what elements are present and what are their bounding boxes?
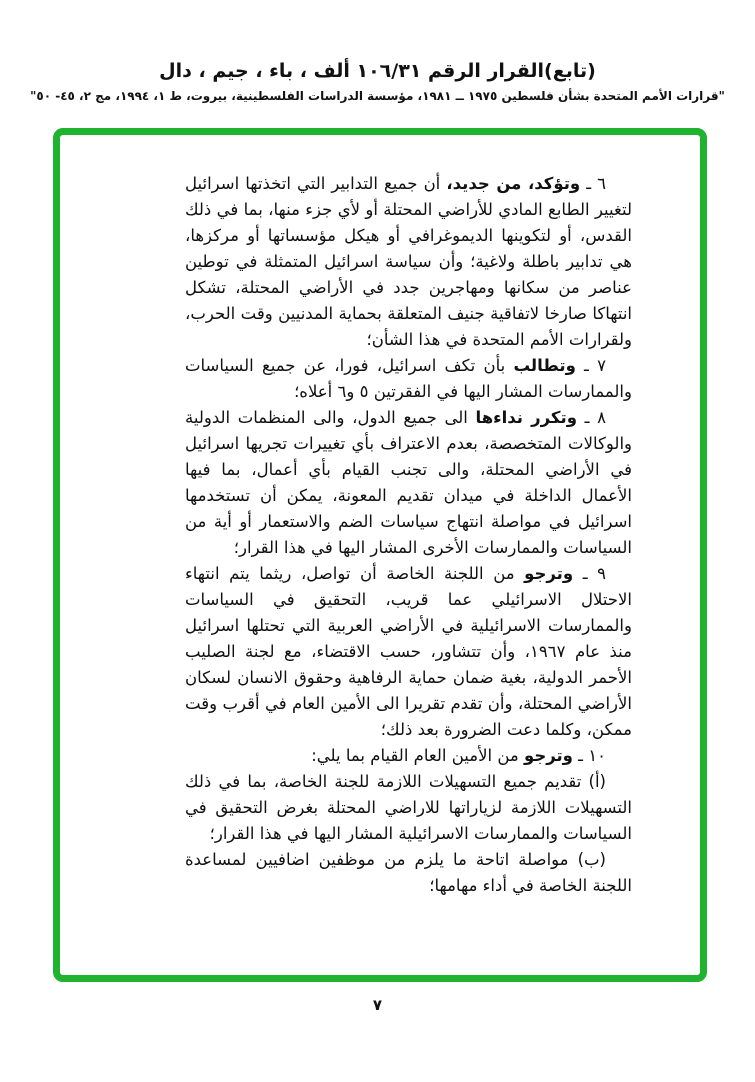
paragraph-10-text: من الأمين العام القيام بما يلي: — [311, 746, 524, 765]
subparagraph-a — [185, 769, 632, 847]
paragraph-9-number: ٩ ـ — [573, 564, 606, 583]
paragraph-8-number: ٨ ـ — [576, 408, 606, 427]
paragraph-6 — [185, 171, 632, 353]
paragraph-7-lead: وتطالب — [513, 356, 576, 375]
page-number: ٧ — [372, 996, 383, 1014]
paragraph-7-number: ٧ ـ — [575, 356, 606, 375]
content-frame — [53, 128, 707, 982]
paragraph-10 — [185, 743, 632, 769]
paragraph-7 — [185, 353, 632, 405]
paragraph-6-text: أن جميع التدابير التي اتخذتها اسرائيل لتغيير الطابع المادي للأراضي المحتلة أو لأي جزء منها، بما في ذلك القدس، أو لتكوينها الديموغرافي أو هيكل مؤسساتها أو مركزها، هي تدابير باطلة ولاغية؛ وأن سياسة اسرائيل المتمثلة في توطين عناصر من سكانها ومهاجرين جدد في الأراضي المحتلة، تشكل انتهاكا صارخا لاتفاقية جنيف المتعلقة بحماية المدنيين وقت الحرب، ولقرارات الأمم المتحدة في هذا الشأن؛ — [185, 174, 632, 349]
paragraph-10-lead: وترجو — [523, 746, 573, 765]
paragraph-10-number: ١٠ ـ — [572, 746, 606, 765]
subparagraph-a-text: (أ) تقديم جميع التسهيلات اللازمة للجنة الخاصة، بما في ذلك التسهيلات اللازمة لزياراتها للاراضي المحتلة بغرض التحقيق في السياسات والممارسات الاسرائيلية المشار اليها في هذا القرار؛ — [185, 772, 632, 843]
paragraph-8-text: الى جميع الدول، والى المنظمات الدولية والوكالات المتخصصة، بعدم الاعتراف بأي تغييرات تجريها اسرائيل في الأراضي المحتلة، والى تجنب القيام بأي أعمال، بما فيها الأعمال الداخلة في ميدان تقديم المعونة، يمكن أن تستخدمها اسرائيل في مواصلة انتهاج سياسات الضم والاستعمار أو أية من السياسات والممارسات الأخرى المشار اليها في هذا القرار؛ — [185, 408, 632, 557]
paragraph-8-lead: وتكرر نداءها — [475, 408, 577, 427]
paragraph-8 — [185, 405, 632, 561]
paragraph-9 — [185, 561, 632, 743]
resolution-text-block — [185, 171, 632, 899]
resolution-title: (تابع)القرار الرقم ١٠٦/٣١ ألف ، باء ، جيم ، دال — [159, 60, 596, 82]
paragraph-6-number: ٦ ـ — [580, 174, 606, 193]
source-citation: "قرارات الأمم المتحدة بشأن فلسطين ١٩٧٥ ــ ١٩٨١، مؤسسة الدراسات الفلسطينية، بيروت، ط ١، ١٩٩٤، مج ٢، ٤٥- ٥٠" — [30, 89, 725, 103]
paragraph-9-text: من اللجنة الخاصة أن تواصل، ريثما يتم انتهاء الاحتلال الاسرائيلي عما قريب، التحقيق في السياسات والممارسات الاسرائيلية في الأراضي العربية التي تحتلها اسرائيل منذ عام ١٩٦٧، وأن تتشاور، حسب الاقتضاء، مع لجنة الصليب الأحمر الدولية، بغية ضمان حماية الرفاهية وحقوق الانسان لسكان الأراضي المحتلة، وأن تقدم تقريرا الى الأمين العام في أقرب وقت ممكن، وكلما دعت الضرورة بعد ذلك؛ — [185, 564, 632, 739]
subparagraph-b-text: (ب) مواصلة اتاحة ما يلزم من موظفين اضافيين لمساعدة اللجنة الخاصة في أداء مهامها؛ — [185, 850, 632, 895]
document-header — [0, 58, 755, 103]
paragraph-7-text: بأن تكف اسرائيل، فورا، عن جميع السياسات والممارسات المشار اليها في الفقرتين ٥ و٦ أعلاه؛ — [185, 356, 632, 401]
paragraph-9-lead: وترجو — [524, 564, 574, 583]
subparagraph-b — [185, 847, 632, 899]
paragraph-6-lead: وتؤكد، من جديد، — [446, 174, 581, 193]
